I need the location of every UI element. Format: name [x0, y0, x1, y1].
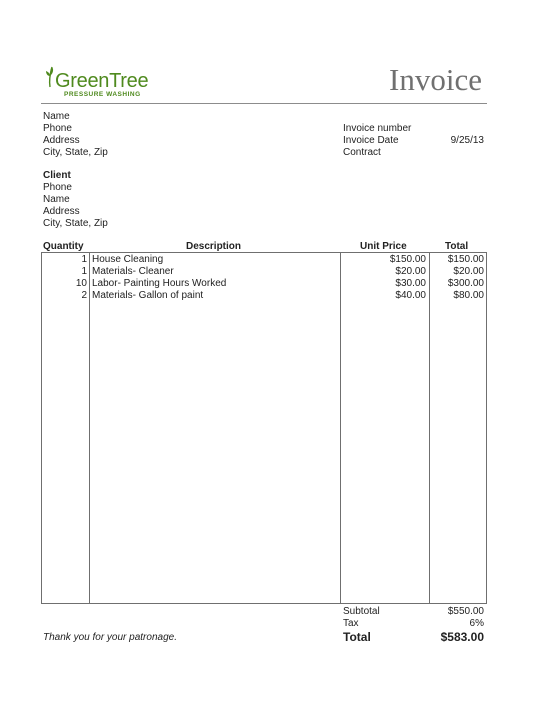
- column-divider: [89, 252, 90, 604]
- row-description: Materials- Gallon of paint: [92, 290, 204, 301]
- client-address: Address: [43, 206, 80, 217]
- header-description: Description: [186, 241, 242, 252]
- header-quantity: Quantity: [43, 241, 84, 252]
- total-label: Total: [343, 630, 371, 644]
- column-divider: [429, 252, 430, 604]
- row-quantity: 2: [81, 290, 87, 301]
- contract-label: Contract: [343, 147, 381, 158]
- subtotal-label: Subtotal: [343, 606, 380, 617]
- row-quantity: 10: [75, 278, 87, 289]
- client-name: Name: [43, 194, 70, 205]
- row-unit-price: $20.00: [395, 266, 426, 277]
- row-total: $150.00: [447, 254, 484, 265]
- invoice-number-label: Invoice number: [343, 123, 412, 134]
- company-name: GreenTree: [55, 70, 149, 92]
- column-divider: [340, 252, 341, 604]
- row-total: $80.00: [453, 290, 484, 301]
- row-quantity: 1: [81, 266, 87, 277]
- client-phone: Phone: [43, 182, 72, 193]
- client-city: City, State, Zip: [43, 218, 108, 229]
- sender-name: Name: [43, 111, 70, 122]
- total-value: $583.00: [440, 630, 484, 644]
- company-logo: [44, 64, 174, 102]
- thank-you-note: Thank you for your patronage.: [43, 632, 177, 643]
- tax-value: 6%: [469, 618, 484, 629]
- document-title: Invoice: [389, 62, 482, 97]
- client-heading: Client: [43, 170, 71, 181]
- header-divider: [41, 103, 487, 104]
- sender-phone: Phone: [43, 123, 72, 134]
- line-items-table: [41, 252, 487, 604]
- row-quantity: 1: [81, 254, 87, 265]
- row-total: $20.00: [453, 266, 484, 277]
- header-total: Total: [445, 241, 469, 252]
- sender-city: City, State, Zip: [43, 147, 108, 158]
- row-description: Materials- Cleaner: [92, 266, 174, 277]
- subtotal-value: $550.00: [447, 606, 484, 617]
- invoice-date-value: 9/25/13: [450, 135, 484, 146]
- row-total: $300.00: [447, 278, 484, 289]
- header-unit-price: Unit Price: [360, 241, 407, 252]
- row-description: House Cleaning: [92, 254, 164, 265]
- row-description: Labor- Painting Hours Worked: [92, 278, 227, 289]
- sender-address: Address: [43, 135, 80, 146]
- row-unit-price: $30.00: [395, 278, 426, 289]
- tax-label: Tax: [343, 618, 359, 629]
- row-unit-price: $150.00: [389, 254, 426, 265]
- company-tagline: PRESSURE WASHING: [64, 91, 141, 98]
- invoice-date-label: Invoice Date: [343, 135, 399, 146]
- row-unit-price: $40.00: [395, 290, 426, 301]
